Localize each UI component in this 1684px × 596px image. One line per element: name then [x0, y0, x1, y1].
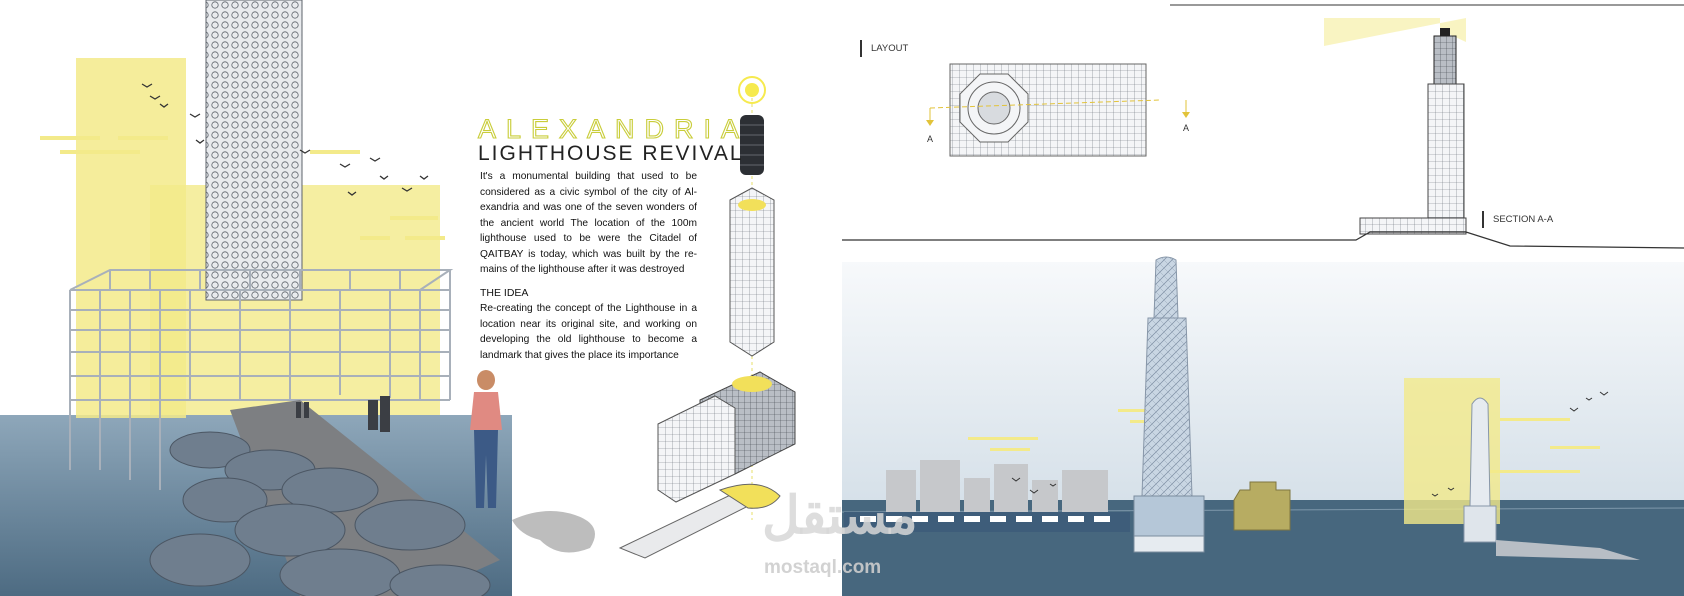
layout-plan: [926, 64, 1190, 156]
layout-label: LAYOUT: [860, 40, 908, 57]
idea-heading: THE IDEA: [480, 287, 529, 299]
cut-label-left: A: [927, 134, 934, 144]
title-line-1: ALEXANDRIA: [478, 114, 750, 144]
idea-text: Re-creating the concept of the Lighthouse in a location near its original site, and working on developing the old lighthouse to become a landmark that gives the place its importance: [480, 303, 697, 361]
watermark-arabic: مستقل: [762, 487, 918, 545]
city-render: [842, 257, 1684, 596]
watermark-latin: mostaql.com: [764, 557, 882, 578]
description-text: It's a monumental building that used to be considered as a civic symbol of the city of Al-exandria and was one of the seven wonders of the ancient world The location of the 100m lighthouse used to be were the Citadel of QAITBAY is today, which was built by the re-mains of the lighthouse after it was destroyed: [480, 171, 697, 275]
title-line-2: LIGHTHOUSE REVIVAL: [478, 142, 744, 165]
main-render: [0, 0, 512, 596]
section-label: SECTION A-A: [1482, 211, 1553, 228]
cut-label-right: A: [1183, 123, 1190, 133]
